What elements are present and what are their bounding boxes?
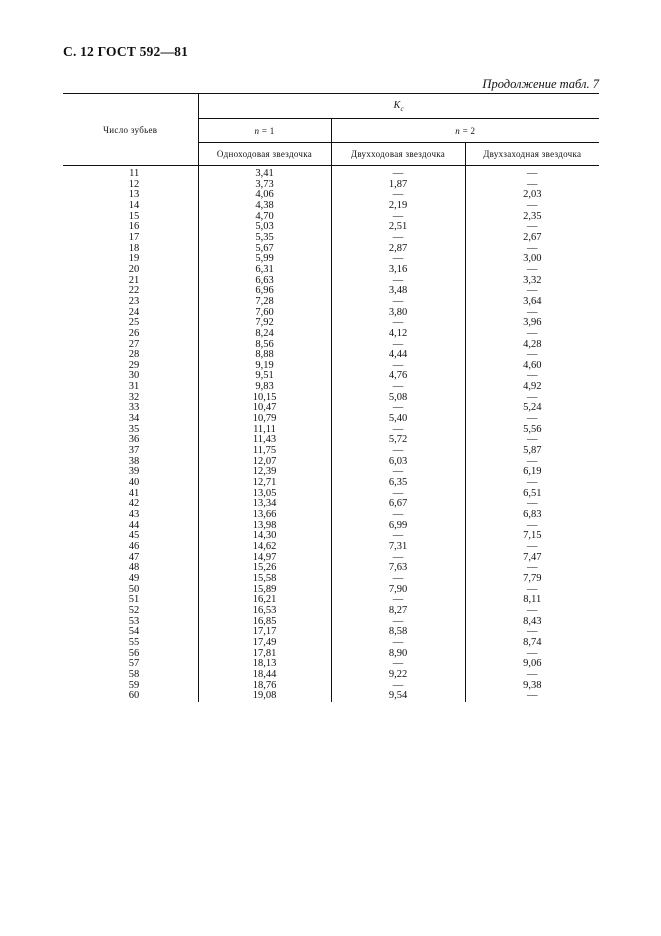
teeth-count-value: 21 <box>128 274 140 286</box>
single-sprocket-cell: 13,05 <box>198 489 331 500</box>
teeth-count-value: 59 <box>128 679 140 691</box>
teeth-count-value: 20 <box>128 263 140 275</box>
teeth-count-value: 48 <box>128 562 140 574</box>
double-entry-cell: 7,79 <box>465 574 599 585</box>
single-sprocket-cell: 13,98 <box>198 521 331 532</box>
table-row <box>63 425 599 436</box>
single-sprocket-cell: 10,79 <box>198 414 331 425</box>
table-row <box>63 681 599 692</box>
double-entry-cell: 4,28 <box>465 340 599 351</box>
double-stroke-cell: — <box>331 531 465 542</box>
single-sprocket-cell: 12,07 <box>198 457 331 468</box>
single-sprocket-cell: 6,96 <box>198 286 331 297</box>
table-row <box>63 574 599 585</box>
teeth-count-value: 57 <box>128 658 140 670</box>
double-stroke-cell: — <box>331 617 465 628</box>
single-sprocket-cell: 15,58 <box>198 574 331 585</box>
teeth-count-cell <box>63 233 198 244</box>
teeth-count-value: 18 <box>128 242 140 254</box>
teeth-count-cell <box>63 265 198 276</box>
teeth-count-value: 43 <box>128 509 140 520</box>
teeth-count-cell <box>63 297 198 308</box>
table-row <box>63 467 599 478</box>
single-sprocket-cell: 14,30 <box>198 531 331 542</box>
table-body <box>63 166 599 702</box>
double-stroke-cell: 4,44 <box>331 350 465 361</box>
teeth-count-value: 19 <box>128 253 140 265</box>
table-row <box>63 190 599 201</box>
table-row <box>63 542 599 553</box>
table-row <box>63 627 599 638</box>
double-entry-cell: 6,83 <box>465 510 599 521</box>
table-row <box>63 649 599 660</box>
table-row <box>63 510 599 521</box>
teeth-count-value: 26 <box>128 327 140 339</box>
n2-value: = 2 <box>460 125 476 136</box>
single-sprocket-cell: 5,99 <box>198 254 331 265</box>
table-row <box>63 265 599 276</box>
teeth-count-value: 55 <box>128 636 140 648</box>
single-sprocket-cell: 16,21 <box>198 595 331 606</box>
double-entry-cell: — <box>465 457 599 468</box>
kc-symbol: K <box>393 99 401 111</box>
double-stroke-cell: 3,80 <box>331 308 465 319</box>
teeth-count-value: 33 <box>128 402 140 414</box>
double-entry-cell: — <box>465 286 599 297</box>
double-entry-cell: 3,00 <box>465 254 599 265</box>
double-stroke-cell: 3,16 <box>331 265 465 276</box>
double-stroke-cell: 8,90 <box>331 649 465 660</box>
teeth-count-header: Число зубьев <box>63 94 198 166</box>
teeth-count-value: 54 <box>128 626 140 638</box>
double-stroke-cell: 4,12 <box>331 329 465 340</box>
double-entry-cell: — <box>465 350 599 361</box>
double-entry-cell: — <box>465 691 599 702</box>
double-entry-cell: 4,60 <box>465 361 599 372</box>
double-stroke-cell: — <box>331 276 465 287</box>
single-sprocket-cell: 18,44 <box>198 670 331 681</box>
table-row <box>63 435 599 446</box>
teeth-count-cell <box>63 329 198 340</box>
double-stroke-cell: — <box>331 233 465 244</box>
table-row <box>63 670 599 681</box>
kc-header <box>198 94 599 119</box>
n2-header <box>331 119 599 143</box>
teeth-count-value: 29 <box>128 359 140 371</box>
table-row <box>63 606 599 617</box>
double-entry-cell: 3,32 <box>465 276 599 287</box>
double-stroke-cell: 9,22 <box>331 670 465 681</box>
teeth-count-value: 37 <box>128 445 140 457</box>
single-sprocket-cell: 5,03 <box>198 222 331 233</box>
double-stroke-cell: — <box>331 254 465 265</box>
single-sprocket-cell: 8,24 <box>198 329 331 340</box>
teeth-count-value: 35 <box>128 423 140 435</box>
teeth-count-value: 14 <box>128 199 140 211</box>
table-row <box>63 403 599 414</box>
teeth-count-cell <box>63 691 198 702</box>
double-stroke-cell: 7,31 <box>331 542 465 553</box>
double-stroke-cell: — <box>331 190 465 201</box>
double-entry-cell: — <box>465 585 599 596</box>
teeth-count-cell <box>63 166 198 180</box>
double-entry-cell: 4,92 <box>465 382 599 393</box>
table-row <box>63 531 599 542</box>
col-header-single: Одноходовая звездочка <box>198 143 331 166</box>
single-sprocket-cell: 13,66 <box>198 510 331 521</box>
double-stroke-cell: — <box>331 297 465 308</box>
single-sprocket-cell: 14,97 <box>198 553 331 564</box>
double-entry-cell: 8,43 <box>465 617 599 628</box>
table-row <box>63 254 599 265</box>
double-entry-cell: — <box>465 371 599 382</box>
double-entry-cell: 9,38 <box>465 681 599 692</box>
single-sprocket-cell: 5,35 <box>198 233 331 244</box>
table-row <box>63 478 599 489</box>
double-entry-cell: 7,15 <box>465 531 599 542</box>
single-sprocket-cell: 10,47 <box>198 403 331 414</box>
table-row <box>63 446 599 457</box>
teeth-count-value: 39 <box>128 466 140 478</box>
double-stroke-cell: 6,35 <box>331 478 465 489</box>
single-sprocket-cell: 4,38 <box>198 201 331 212</box>
table-row <box>63 166 599 180</box>
double-stroke-cell: 6,03 <box>331 457 465 468</box>
double-stroke-cell: 7,90 <box>331 585 465 596</box>
teeth-count-value: 22 <box>128 285 140 297</box>
table-row <box>63 329 599 340</box>
single-sprocket-cell: 7,60 <box>198 308 331 319</box>
table-row <box>63 340 599 351</box>
double-entry-cell: — <box>465 478 599 489</box>
double-entry-cell: — <box>465 265 599 276</box>
table-row <box>63 276 599 287</box>
single-sprocket-cell: 18,76 <box>198 681 331 692</box>
double-stroke-cell: 6,67 <box>331 499 465 510</box>
double-entry-cell: — <box>465 670 599 681</box>
teeth-count-value: 36 <box>128 434 140 446</box>
double-entry-cell: — <box>465 180 599 191</box>
teeth-count-value: 51 <box>128 594 140 606</box>
single-sprocket-cell: 11,11 <box>198 425 331 436</box>
table-row <box>63 371 599 382</box>
double-entry-cell: — <box>465 435 599 446</box>
teeth-count-value: 34 <box>128 413 140 425</box>
double-entry-cell: 3,96 <box>465 318 599 329</box>
double-entry-cell: — <box>465 201 599 212</box>
double-entry-cell: — <box>465 606 599 617</box>
n2-variable: n <box>455 125 461 136</box>
table-row <box>63 521 599 532</box>
table-row <box>63 201 599 212</box>
teeth-count-value: 32 <box>128 391 140 403</box>
teeth-count-value: 41 <box>128 487 140 499</box>
double-stroke-cell: 2,87 <box>331 244 465 255</box>
single-sprocket-cell: 4,70 <box>198 212 331 223</box>
table-row <box>63 691 599 702</box>
double-stroke-cell: 8,27 <box>331 606 465 617</box>
double-stroke-cell: — <box>331 595 465 606</box>
double-entry-cell: 7,47 <box>465 553 599 564</box>
double-entry-cell: 5,24 <box>465 403 599 414</box>
double-entry-cell: — <box>465 222 599 233</box>
single-sprocket-cell: 8,56 <box>198 340 331 351</box>
sprocket-coefficient-table <box>63 93 599 702</box>
table-row <box>63 393 599 404</box>
double-stroke-cell: — <box>331 681 465 692</box>
double-stroke-cell: — <box>331 382 465 393</box>
double-entry-cell: — <box>465 563 599 574</box>
teeth-count-value: 25 <box>128 317 140 329</box>
double-stroke-cell: — <box>331 446 465 457</box>
double-entry-cell: 5,56 <box>465 425 599 436</box>
double-stroke-cell: — <box>331 361 465 372</box>
teeth-count-value: 24 <box>128 306 140 318</box>
double-stroke-cell: 9,54 <box>331 691 465 702</box>
table-row <box>63 286 599 297</box>
teeth-count-value: 50 <box>128 583 140 595</box>
double-stroke-cell: — <box>331 212 465 223</box>
single-sprocket-cell: 15,89 <box>198 585 331 596</box>
table-row <box>63 297 599 308</box>
double-stroke-cell: 2,19 <box>331 201 465 212</box>
table-row <box>63 499 599 510</box>
double-stroke-cell: 5,72 <box>331 435 465 446</box>
single-sprocket-cell: 12,71 <box>198 478 331 489</box>
kc-subscript: c <box>400 104 404 113</box>
teeth-count-value: 23 <box>128 295 140 307</box>
table-row <box>63 585 599 596</box>
double-entry-cell: — <box>465 521 599 532</box>
single-sprocket-cell: 11,75 <box>198 446 331 457</box>
double-entry-cell: 5,87 <box>465 446 599 457</box>
teeth-count-value: 45 <box>128 530 140 542</box>
teeth-count-value: 53 <box>128 615 140 627</box>
table-continuation-label: Продолжение табл. 7 <box>482 77 599 91</box>
double-entry-cell: 8,11 <box>465 595 599 606</box>
table-row <box>63 595 599 606</box>
table-row <box>63 457 599 468</box>
single-sprocket-cell: 5,67 <box>198 244 331 255</box>
table-row <box>63 659 599 670</box>
double-stroke-cell: 4,76 <box>331 371 465 382</box>
teeth-count-value: 31 <box>128 381 140 393</box>
single-sprocket-cell: 3,73 <box>198 180 331 191</box>
double-entry-cell: 2,03 <box>465 190 599 201</box>
teeth-count-cell <box>63 670 198 681</box>
double-stroke-cell: — <box>331 574 465 585</box>
teeth-count-value: 28 <box>128 349 140 361</box>
double-entry-cell: 3,64 <box>465 297 599 308</box>
teeth-count-value: 17 <box>128 231 140 243</box>
single-sprocket-cell: 10,15 <box>198 393 331 404</box>
double-stroke-cell: — <box>331 659 465 670</box>
single-sprocket-cell: 12,39 <box>198 467 331 478</box>
single-sprocket-cell: 14,62 <box>198 542 331 553</box>
table-row <box>63 414 599 425</box>
double-entry-cell: 9,06 <box>465 659 599 670</box>
teeth-count-value: 60 <box>128 690 140 702</box>
teeth-count-value: 38 <box>128 455 140 467</box>
double-stroke-cell: 5,40 <box>331 414 465 425</box>
teeth-count-value: 56 <box>128 647 140 659</box>
teeth-count-cell <box>63 606 198 617</box>
n1-header <box>198 119 331 143</box>
single-sprocket-cell: 15,26 <box>198 563 331 574</box>
table-row <box>63 308 599 319</box>
table-row <box>63 563 599 574</box>
double-stroke-cell: 8,58 <box>331 627 465 638</box>
table-row <box>63 212 599 223</box>
table-row <box>63 617 599 628</box>
single-sprocket-cell: 6,63 <box>198 276 331 287</box>
double-entry-cell: — <box>465 329 599 340</box>
double-stroke-cell: — <box>331 510 465 521</box>
table-row <box>63 489 599 500</box>
teeth-count-value: 15 <box>128 210 140 222</box>
teeth-count-value: 49 <box>128 572 140 584</box>
single-sprocket-cell: 9,19 <box>198 361 331 372</box>
single-sprocket-cell: 8,88 <box>198 350 331 361</box>
double-entry-cell: 6,51 <box>465 489 599 500</box>
single-sprocket-cell: 13,34 <box>198 499 331 510</box>
teeth-count-cell <box>63 638 198 649</box>
table-row <box>63 180 599 191</box>
teeth-count-value: 46 <box>128 540 140 552</box>
double-entry-cell: 8,74 <box>465 638 599 649</box>
double-entry-cell: — <box>465 542 599 553</box>
table-row <box>63 382 599 393</box>
double-stroke-cell: 2,51 <box>331 222 465 233</box>
single-sprocket-cell: 7,28 <box>198 297 331 308</box>
double-stroke-cell: 1,87 <box>331 180 465 191</box>
table-row <box>63 553 599 564</box>
table-row <box>63 222 599 233</box>
table-row <box>63 233 599 244</box>
table-row <box>63 361 599 372</box>
double-entry-cell: — <box>465 499 599 510</box>
single-sprocket-cell: 18,13 <box>198 659 331 670</box>
double-entry-cell: — <box>465 393 599 404</box>
double-stroke-cell: — <box>331 425 465 436</box>
single-sprocket-cell: 7,92 <box>198 318 331 329</box>
double-stroke-cell: — <box>331 166 465 180</box>
double-stroke-cell: — <box>331 403 465 414</box>
single-sprocket-cell: 16,53 <box>198 606 331 617</box>
double-stroke-cell: — <box>331 553 465 564</box>
double-stroke-cell: — <box>331 467 465 478</box>
teeth-count-value: 58 <box>128 668 140 680</box>
teeth-count-value: 16 <box>128 221 140 233</box>
table-row <box>63 318 599 329</box>
teeth-count-value: 13 <box>128 189 140 201</box>
single-sprocket-cell: 4,06 <box>198 190 331 201</box>
n1-variable: n <box>254 125 260 136</box>
single-sprocket-cell: 6,31 <box>198 265 331 276</box>
single-sprocket-cell: 11,43 <box>198 435 331 446</box>
teeth-count-value: 44 <box>128 519 140 531</box>
double-entry-cell: 6,19 <box>465 467 599 478</box>
col-header-double-entry: Двухзаходная звездочка <box>465 143 599 166</box>
single-sprocket-cell: 9,83 <box>198 382 331 393</box>
double-stroke-cell: — <box>331 489 465 500</box>
teeth-count-value: 12 <box>128 178 140 190</box>
teeth-count-value: 27 <box>128 338 140 350</box>
single-sprocket-cell: 17,49 <box>198 638 331 649</box>
double-entry-cell: 2,35 <box>465 212 599 223</box>
teeth-count-value: 11 <box>129 168 140 179</box>
double-entry-cell: — <box>465 627 599 638</box>
double-stroke-cell: — <box>331 318 465 329</box>
teeth-count-cell <box>63 574 198 585</box>
teeth-count-value: 47 <box>128 551 140 563</box>
teeth-count-value: 40 <box>128 477 140 489</box>
double-entry-cell: — <box>465 414 599 425</box>
single-sprocket-cell: 16,85 <box>198 617 331 628</box>
double-stroke-cell: 5,08 <box>331 393 465 404</box>
double-entry-cell: — <box>465 308 599 319</box>
double-entry-cell: — <box>465 166 599 180</box>
single-sprocket-cell: 19,08 <box>198 691 331 702</box>
single-sprocket-cell: 9,51 <box>198 371 331 382</box>
teeth-count-value: 42 <box>128 498 140 510</box>
single-sprocket-cell: 3,41 <box>198 166 331 180</box>
double-stroke-cell: 7,63 <box>331 563 465 574</box>
double-stroke-cell: 3,48 <box>331 286 465 297</box>
teeth-count-value: 52 <box>128 604 140 616</box>
single-sprocket-cell: 17,17 <box>198 627 331 638</box>
single-sprocket-cell: 17,81 <box>198 649 331 660</box>
n1-value: = 1 <box>259 125 275 136</box>
double-stroke-cell: — <box>331 638 465 649</box>
col-header-double-stroke: Двухходовая звездочка <box>331 143 465 166</box>
table-row <box>63 244 599 255</box>
double-entry-cell: 2,67 <box>465 233 599 244</box>
double-stroke-cell: — <box>331 340 465 351</box>
page-header: С. 12 ГОСТ 592—81 <box>63 44 189 59</box>
table-row <box>63 350 599 361</box>
double-stroke-cell: 6,99 <box>331 521 465 532</box>
teeth-count-value: 30 <box>128 370 140 382</box>
double-entry-cell: — <box>465 244 599 255</box>
table-row <box>63 638 599 649</box>
double-entry-cell: — <box>465 649 599 660</box>
